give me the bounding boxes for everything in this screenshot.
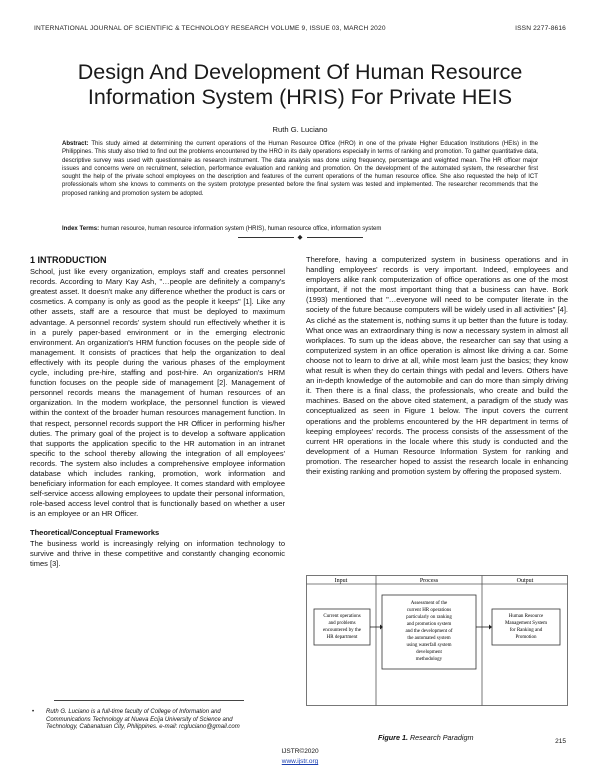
caption-label: Figure 1. <box>378 733 408 742</box>
process-line-1: Assessment of the <box>410 601 448 606</box>
right-column-paragraph: Therefore, having a computerized system in business operations and in handling employees' records is very important. Indeed, employees and employers alike rank computerization of office operations as one of the most important, if not the most important thing that a business can have. Bork (1993) mentioned that "…everyone will need to be computer literate in the society of the future because computers will be widely used in all activities" [4]. As cliché as the statement is, nothing sums it up better than the future is today. What once was an extraordinary thing is now a necessary system in almost all workplaces. To sum up the ideas above, the researcher can say that using a computerized system in an office operation is almost like driving a car. Some choose not to learn to drive at all, while most learn just the basics; they know what result is when they do certain things with pedal and levers. Others have an in-depth knowledge of the automobile and can do more than simply driving it. Then there is a final class, the professionals, who create and build the machines. Based on the above cited statement, a paradigm of the study was conceptualized as seen in Figure 1 below. The input covers the current operations and the problems encountered by the HR department in terms of keeping employees' records. The process consists of the assessment of the current HR operations in the locale where this study is conducted and the development of a Human Resource Information System for ranking and promotion. The researcher hoped to assist the research locale in enhancing their existing ranking and promotion system by offering the proposed system. <box>306 255 568 476</box>
figure-caption <box>378 733 474 742</box>
input-line-3: encountered by the <box>322 628 362 633</box>
paper-title <box>30 60 570 110</box>
process-column-label: Process <box>419 578 439 584</box>
index-terms <box>62 225 538 233</box>
index-terms-label: Index Terms: <box>62 226 100 232</box>
input-line-2: and problems <box>328 621 356 626</box>
title-line-1: Design And Development Of Human Resource <box>77 60 523 84</box>
arrow-input-to-process <box>370 625 383 630</box>
input-line-1: Current operations <box>323 614 361 619</box>
author-name: Ruth G. Luciano <box>272 125 328 134</box>
output-box-text <box>505 614 547 640</box>
footer-copyright: IJSTR©2020 <box>281 748 319 755</box>
output-line-1: Human Resource <box>508 614 544 619</box>
introduction-heading: 1 INTRODUCTION <box>30 255 107 265</box>
divider-diamond: ◆ <box>297 234 303 241</box>
arrow-1-head <box>380 625 383 630</box>
footer-url-link[interactable]: www.ijstr.org <box>281 758 319 765</box>
process-line-5: and the development of <box>405 629 453 634</box>
process-box-text <box>405 601 452 662</box>
input-line-4: HR department <box>326 635 358 640</box>
input-column-label: Input <box>334 578 348 584</box>
process-line-7: using waterfall system <box>406 643 452 648</box>
framework-heading: Theoretical/Conceptual Frameworks <box>30 528 160 538</box>
paradigm-diagram <box>306 573 568 713</box>
research-paradigm-figure <box>306 573 568 713</box>
output-line-2: Management System <box>504 621 548 626</box>
running-header <box>34 25 566 32</box>
journal-name: INTERNATIONAL JOURNAL OF SCIENTIFIC & TECHNOLOGY RESEARCH VOLUME 9, ISSUE 03, MARCH 2020 <box>34 25 386 32</box>
abstract-text: This study aimed at determining the current operations of the Human Resource Office (HRO) in one of the private Higher Education Institutions (HEIs) in the Philippines. This study also tried to find out the problems encountered by the HRO in its daily operations especially in terms of ranking and promotion. To gather quantitative data, descriptive survey was used with questionnaire as research instrument. The data analysis was done using frequency, percentage and weighted mean. The HR officer major issues and concerns were on recruitment, selection, performance evaluation and ranking and promotion. On the development of the automated system, the researcher first sought the help of the private school employees on the description and features of the current operations of the human resource office. She also requested the help of ICT professionals whom she knows to comments on the system prototype presented before the final system was tested and implemented. The researcher recommends that the proposed ranking and promotion system be adopted. <box>62 141 538 197</box>
footnote-text: Ruth G. Luciano is a full-time faculty of College of Information and Communications Technology at Nueva Ecija University of Science and Technology, Cabanatuan City, Philippines. e-mail: rcgluciano@gmail.com <box>46 709 240 731</box>
arrow-process-to-output <box>476 625 492 630</box>
process-line-8: development <box>416 650 442 655</box>
output-line-3: for Ranking and <box>509 628 543 633</box>
journal-issn: ISSN 2277-8616 <box>515 25 566 32</box>
left-column <box>30 255 285 569</box>
process-line-2: current HR operations <box>406 608 452 613</box>
process-line-3: particularly on ranking <box>406 615 452 620</box>
footnote-bullet: • <box>32 709 35 715</box>
caption-text: Research Paradigm <box>407 733 474 742</box>
process-line-4: and promotion system <box>406 622 452 627</box>
framework-paragraph: The business world is increasingly relying on information technology to survive and thrive in these competitive and constantly changing economic times [3]. <box>30 538 285 568</box>
abstract <box>62 140 538 198</box>
process-line-9: methodology <box>415 657 443 662</box>
page-number: 215 <box>555 738 566 745</box>
author-footnote <box>32 709 251 732</box>
introduction-paragraph: School, just like every organization, employs staff and creates personnel records. According to Mary Kay Ash, "…people are definitely a company's greatest asset. It doesn't make any difference whether the product is cars or cosmetics. A company is only as good as the people it keeps" [1]. Like any other assets, staff are a resource that must be deployed to maximum advantage. A personnel records' system should run effectively whether it is in a purely paper-based environment or in the emerging electronic environment. An organization's HRM function focuses on the people side of management. It consists of practices that help the organization to deal effectively with its people during the various phases of the employment cycle, including pre-hire, staffing and post-hire. An organization's HRM function focuses on the people side of management [2]. Management of personnel records means the management of human resources of an organization. In the modern workplace, the personnel function is viewed within the context of the broader human resources management function. In that respect, personnel records support the HR Officer in performing his/her duties. The primary goal of the project is to develop a software application that supports the application specific to the HR automation in an intranet specific to the school thereby allowing the integration of all employees' records. The system also includes a comprehensive employee information database which includes ranking, promotion, work information and beneficiary information for each employee. It comes standard with employee self-service access allowing employees to update their personal information, role-based access level control that is functionally based on whether a user is an employee or an HR Officer. <box>30 267 285 519</box>
right-column <box>306 255 568 477</box>
abstract-label: Abstract: <box>62 141 89 147</box>
footnote-separator <box>54 700 244 701</box>
index-terms-text: human resource, human resource information system (HRIS), human resource office, information system <box>99 226 382 232</box>
divider-line-left <box>238 237 294 238</box>
arrow-2-head <box>489 625 492 630</box>
output-column-label: Output <box>516 578 534 584</box>
title-line-2: Information System (HRIS) For Private HEIS <box>87 85 513 109</box>
output-line-4: Promotion <box>515 635 537 640</box>
input-box-text <box>323 614 362 640</box>
process-line-6: the automated system <box>407 636 451 641</box>
section-divider <box>0 233 600 241</box>
divider-line-right <box>307 237 363 238</box>
